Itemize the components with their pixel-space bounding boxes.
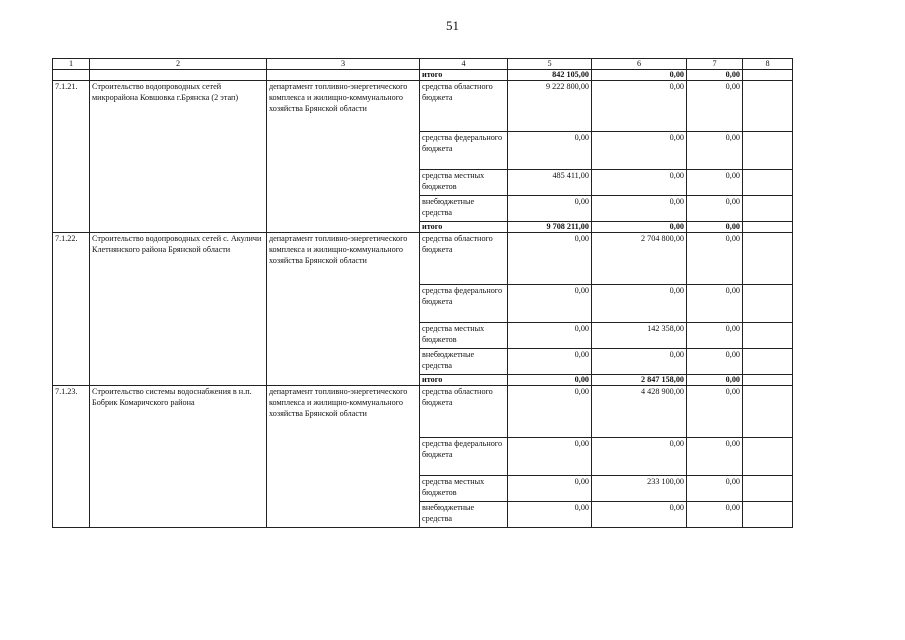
cell-col5: 0,00	[508, 502, 592, 528]
cell-col6: 2 704 800,00	[592, 233, 687, 285]
funding-source: средства федерального бюджета	[420, 285, 508, 323]
cell-col7: 0,00	[687, 132, 743, 170]
cell-col5: 0,00	[508, 132, 592, 170]
page-number: 51	[446, 18, 459, 33]
total-label: итого	[420, 375, 508, 386]
total-col7: 0,00	[687, 70, 743, 81]
cell-col7: 0,00	[687, 323, 743, 349]
funding-source: средства местных бюджетов	[420, 323, 508, 349]
funding-source: внебюджетные средства	[420, 196, 508, 222]
column-header: 3	[267, 59, 420, 70]
funding-source: средства федерального бюджета	[420, 438, 508, 476]
total-col6: 0,00	[592, 222, 687, 233]
cell-col7: 0,00	[687, 502, 743, 528]
cell-col5: 9 222 800,00	[508, 81, 592, 132]
item-name: Строительство водопроводных сетей микрорайона Ковшовка г.Брянска (2 этап)	[90, 81, 267, 233]
cell-col6: 0,00	[592, 81, 687, 132]
total-label: итого	[420, 222, 508, 233]
cell-col6: 233 100,00	[592, 476, 687, 502]
item-executor: департамент топливно-энергетического комплекса и жилищно-коммунального хозяйства Брянской области	[267, 81, 420, 233]
cell-col7: 0,00	[687, 386, 743, 438]
cell-col6: 0,00	[592, 349, 687, 375]
total-col7: 0,00	[687, 375, 743, 386]
cell-col7: 0,00	[687, 476, 743, 502]
cell-col7: 0,00	[687, 438, 743, 476]
funding-source: средства местных бюджетов	[420, 476, 508, 502]
budget-table	[52, 58, 793, 528]
item-code: 7.1.23.	[53, 386, 90, 528]
cell-col7: 0,00	[687, 349, 743, 375]
column-header: 2	[90, 59, 267, 70]
funding-source: средства областного бюджета	[420, 233, 508, 285]
cell-col5: 0,00	[508, 349, 592, 375]
cell-col6: 142 358,00	[592, 323, 687, 349]
total-row	[53, 70, 793, 81]
cell-col7: 0,00	[687, 81, 743, 132]
funding-source: внебюджетные средства	[420, 502, 508, 528]
cell-col7: 0,00	[687, 285, 743, 323]
cell-col6: 0,00	[592, 285, 687, 323]
item-name: Строительство водопроводных сетей с. Акуличи Клетнянского района Брянской области	[90, 233, 267, 386]
funding-source: средства местных бюджетов	[420, 170, 508, 196]
cell-col5: 485 411,00	[508, 170, 592, 196]
total-col5: 0,00	[508, 375, 592, 386]
cell-col5: 0,00	[508, 386, 592, 438]
cell-col7: 0,00	[687, 196, 743, 222]
funding-source: средства федерального бюджета	[420, 132, 508, 170]
table-row	[53, 386, 793, 438]
total-col6: 2 847 158,00	[592, 375, 687, 386]
table-row	[53, 233, 793, 285]
total-col5: 842 105,00	[508, 70, 592, 81]
total-col5: 9 708 211,00	[508, 222, 592, 233]
total-col6: 0,00	[592, 70, 687, 81]
cell-col6: 0,00	[592, 438, 687, 476]
item-name: Строительство системы водоснабжения в н.п. Бобрик Комаричского района	[90, 386, 267, 528]
column-header: 4	[420, 59, 508, 70]
item-executor: департамент топливно-энергетического комплекса и жилищно-коммунального хозяйства Брянской области	[267, 386, 420, 528]
item-code: 7.1.21.	[53, 81, 90, 233]
cell-col6: 0,00	[592, 502, 687, 528]
cell-col7: 0,00	[687, 233, 743, 285]
cell-col7: 0,00	[687, 170, 743, 196]
column-header: 7	[687, 59, 743, 70]
table-row	[53, 81, 793, 132]
funding-source: средства областного бюджета	[420, 81, 508, 132]
funding-source: средства областного бюджета	[420, 386, 508, 438]
cell-col6: 0,00	[592, 132, 687, 170]
cell-col5: 0,00	[508, 285, 592, 323]
cell-col5: 0,00	[508, 233, 592, 285]
item-executor: департамент топливно-энергетического комплекса и жилищно-коммунального хозяйства Брянской области	[267, 233, 420, 386]
cell-col6: 4 428 900,00	[592, 386, 687, 438]
item-code: 7.1.22.	[53, 233, 90, 386]
cell-col5: 0,00	[508, 323, 592, 349]
column-number-row	[53, 59, 793, 70]
cell-col6: 0,00	[592, 196, 687, 222]
funding-source: внебюджетные средства	[420, 349, 508, 375]
cell-col5: 0,00	[508, 196, 592, 222]
total-label: итого	[420, 70, 508, 81]
cell-col5: 0,00	[508, 476, 592, 502]
cell-col5: 0,00	[508, 438, 592, 476]
column-header: 8	[743, 59, 793, 70]
column-header: 1	[53, 59, 90, 70]
column-header: 5	[508, 59, 592, 70]
column-header: 6	[592, 59, 687, 70]
cell-col6: 0,00	[592, 170, 687, 196]
total-col7: 0,00	[687, 222, 743, 233]
